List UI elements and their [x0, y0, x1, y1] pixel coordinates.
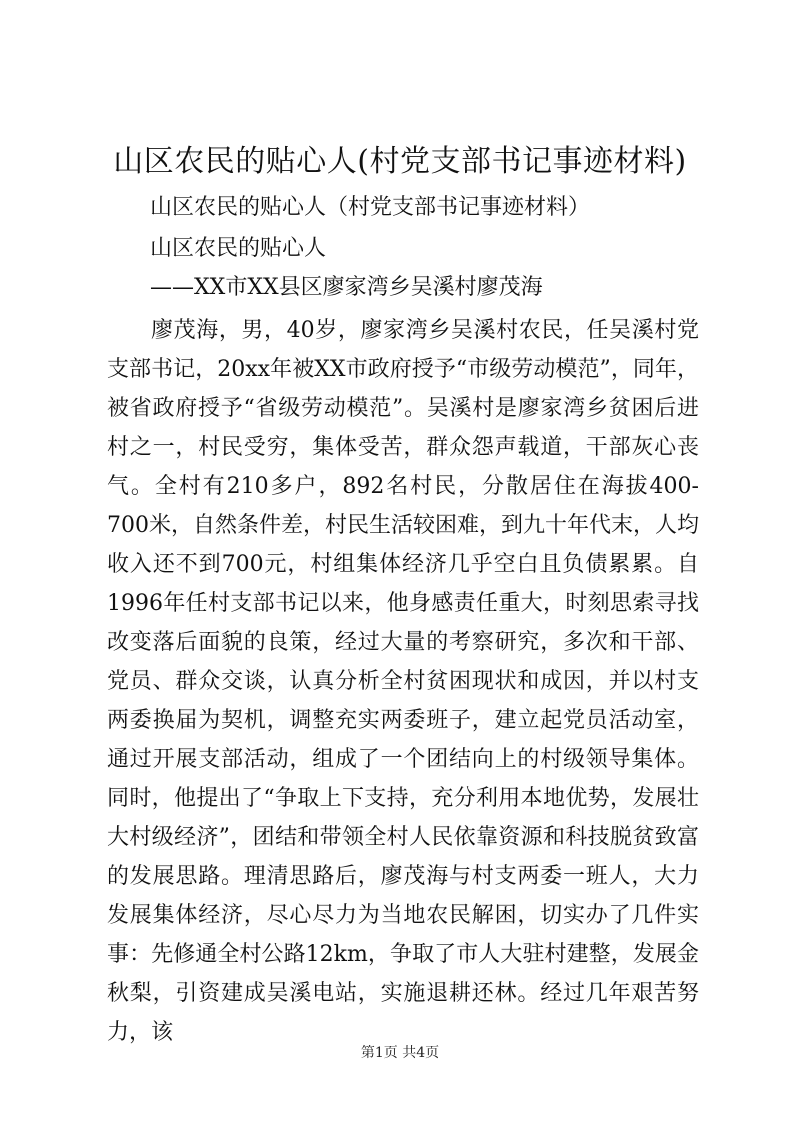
body-paragraph: 廖茂海，男，40岁，廖家湾乡吴溪村农民，任吴溪村党支部书记，20xx年被XX市政府授予“市级劳动模范”，同年，被省政府授予“省级劳动模范”。吴溪村是廖家湾乡贫困后进村之一，村民受穷，集体受苦，群众怨声载道，干部灰心丧气。全村有210多户，892名村民，分散居住在海拔400-700米，自然条件差，村民生活较困难，到九十年代末，人均收入还不到700元，村组集体经济几乎空白且负债累累。自1996年任村支部书记以来，他身感责任重大，时刻思索寻找改变落后面貌的良策，经过大量的考察研究，多次和干部、党员、群众交谈，认真分析全村贫困现状和成因，并以村支两委换届为契机，调整充实两委班子，建立起党员活动室，通过开展支部活动，组成了一个团结向上的村级领导集体。同时，他提出了“争取上下支持，充分利用本地优势，发展壮大村级经济”，团结和带领全村人民依靠资源和科技脱贫致富的发展思路。理清思路后，廖茂海与村支两委一班人，大力发展集体经济，尽心尽力为当地农民解困，切实办了几件实事：先修通全村公路12km，争取了市人大驻村建整，发展金秋梨，引资建成吴溪电站，实施退耕还林。经过几年艰苦努力，该: [107, 318, 699, 1045]
document-title: 山区农民的贴心人(村党支部书记事迹材料): [113, 144, 687, 179]
subtitle-full: 山区农民的贴心人（村党支部书记事迹材料）: [150, 195, 591, 220]
page-footer: 第1页 共4页: [360, 1045, 440, 1061]
author-line: ——XX市XX县区廖家湾乡吴溪村廖茂海: [150, 275, 543, 300]
subtitle-short: 山区农民的贴心人: [150, 236, 327, 261]
